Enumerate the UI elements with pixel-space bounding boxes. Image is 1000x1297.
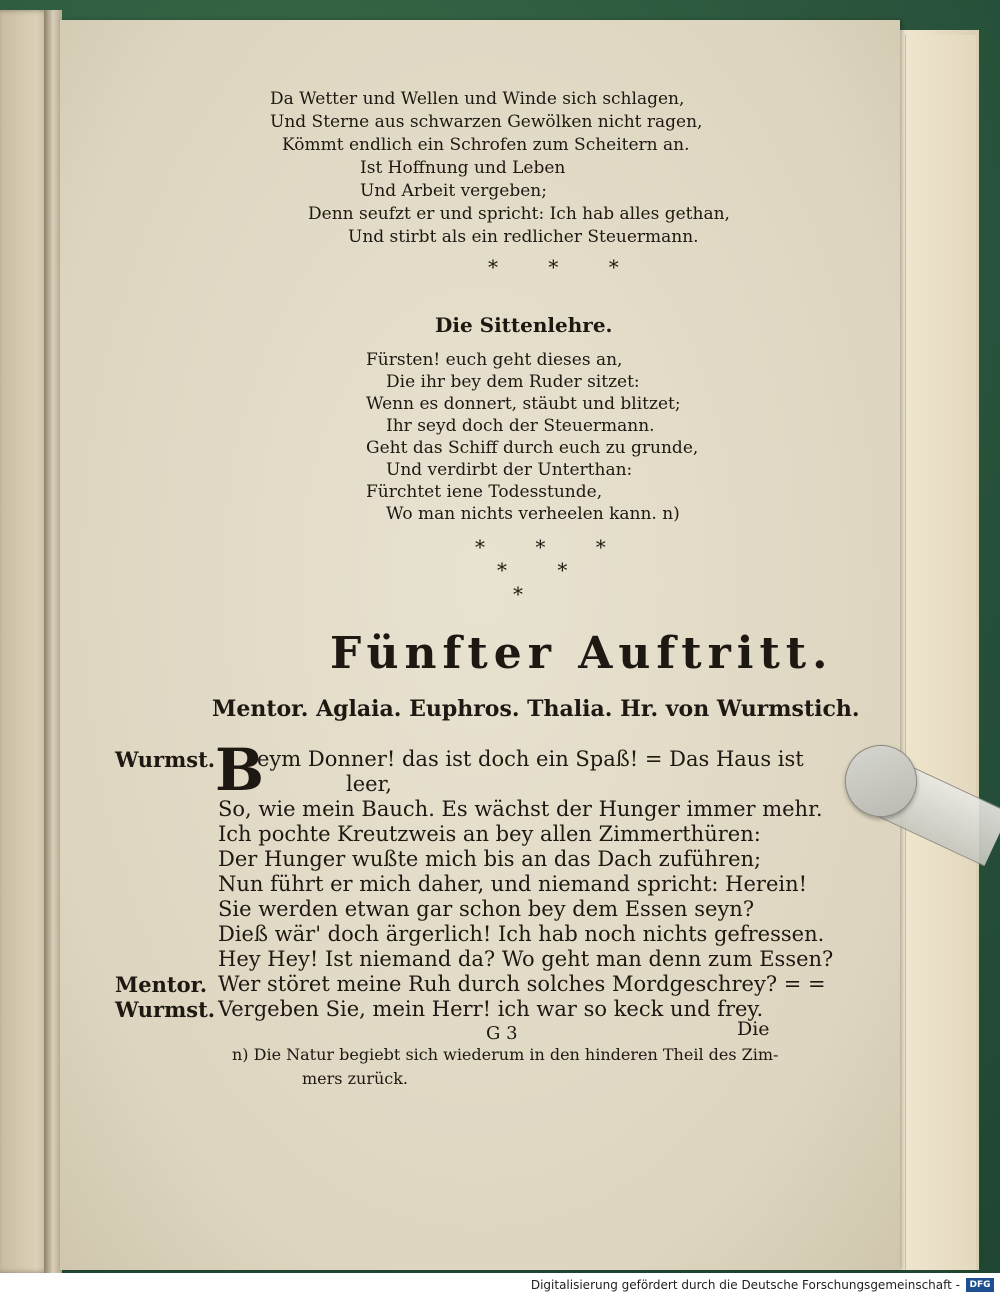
verse-line: Denn seufzt er und spricht: Ich hab alles gethan, — [308, 204, 730, 224]
verse-line: Und stirbt als ein redlicher Steuermann. — [348, 227, 699, 247]
drop-capital: B — [215, 736, 265, 804]
verse-moral — [366, 349, 698, 525]
speaker-wurmst: Wurmst. — [115, 747, 216, 772]
footnote-line: n) Die Natur begiebt sich wiederum in den hinderen Theil des Zim- — [232, 1045, 779, 1064]
speaker-wurmst-2: Wurmst. — [115, 997, 216, 1022]
moral-heading: Die Sittenlehre. — [435, 313, 613, 337]
verse-line: Fürchtet iene Todesstunde, — [366, 482, 603, 502]
catchword: Die — [737, 1018, 770, 1040]
verse-line: Die ihr bey dem Ruder sitzet: — [386, 372, 640, 392]
verse-top — [270, 88, 730, 249]
ornament-stars-row3: * — [513, 582, 545, 606]
verse-line: Fürsten! euch geht dieses an, — [366, 350, 623, 370]
funding-credit: Digitalisierung gefördert durch die Deutsche Forschungsgemeinschaft - — [530, 1278, 960, 1292]
ornament-stars-row2: * * — [497, 558, 590, 582]
verse-line: Und Sterne aus schwarzen Gewölken nicht ragen, — [270, 112, 703, 132]
ornament-stars-row1: * * * — [475, 535, 628, 559]
footnote-line: mers zurück. — [302, 1069, 409, 1088]
dialog-line: Sie werden etwan gar schon bey dem Essen seyn? — [218, 897, 755, 921]
dialog-line: Wer störet meine Ruh durch solches Mordgeschrey? = = — [218, 972, 826, 996]
dialog-line: Vergeben Sie, mein Herr! ich war so keck und frey. — [218, 997, 764, 1021]
footnote — [232, 1043, 778, 1091]
verse-line: Da Wetter und Wellen und Winde sich schlagen, — [270, 89, 685, 109]
dfg-logo: DFG — [966, 1278, 994, 1292]
footer-bar — [0, 1273, 1000, 1297]
ornament-stars-top: * * * — [488, 255, 641, 279]
dialog-line: Ich pochte Kreutzweis an bey allen Zimmerthüren: — [218, 822, 761, 846]
page-edges-inner — [905, 35, 976, 1270]
verse-line: Und Arbeit vergeben; — [360, 181, 547, 201]
dialog-line: eym Donner! das ist doch ein Spaß! = Das Haus ist — [257, 747, 804, 771]
verse-line: Kömmt endlich ein Schrofen zum Scheitern an. — [282, 135, 690, 155]
verse-line: Ihr seyd doch der Steuermann. — [386, 416, 655, 436]
verse-line: Und verdirbt der Unterthan: — [386, 460, 633, 480]
dialog-line: Dieß wär' doch ärgerlich! Ich hab noch nichts gefressen. — [218, 922, 825, 946]
dialog-line: Nun führt er mich daher, und niemand spricht: Herein! — [218, 872, 808, 896]
dialog-line: leer, — [346, 772, 392, 796]
scene-title: Fünfter Auftritt. — [330, 628, 834, 679]
dialog-line: Hey Hey! Ist niemand da? Wo geht man denn zum Essen? — [218, 947, 834, 971]
speaker-mentor: Mentor. — [115, 972, 208, 997]
dialog-line: Der Hunger wußte mich bis an das Dach zuführen; — [218, 847, 762, 871]
verse-line: Wenn es donnert, stäubt und blitzet; — [366, 394, 681, 414]
signature-mark: G 3 — [486, 1023, 518, 1044]
verse-line: Geht das Schiff durch euch zu grunde, — [366, 438, 699, 458]
dialog-line: So, wie mein Bauch. Es wächst der Hunger immer mehr. — [218, 797, 823, 821]
verse-line: Ist Hoffnung und Leben — [360, 158, 566, 178]
verse-line: Wo man nichts verheelen kann. n) — [386, 504, 680, 524]
cast-list: Mentor. Aglaia. Euphros. Thalia. Hr. von Wurmstich. — [212, 696, 860, 722]
